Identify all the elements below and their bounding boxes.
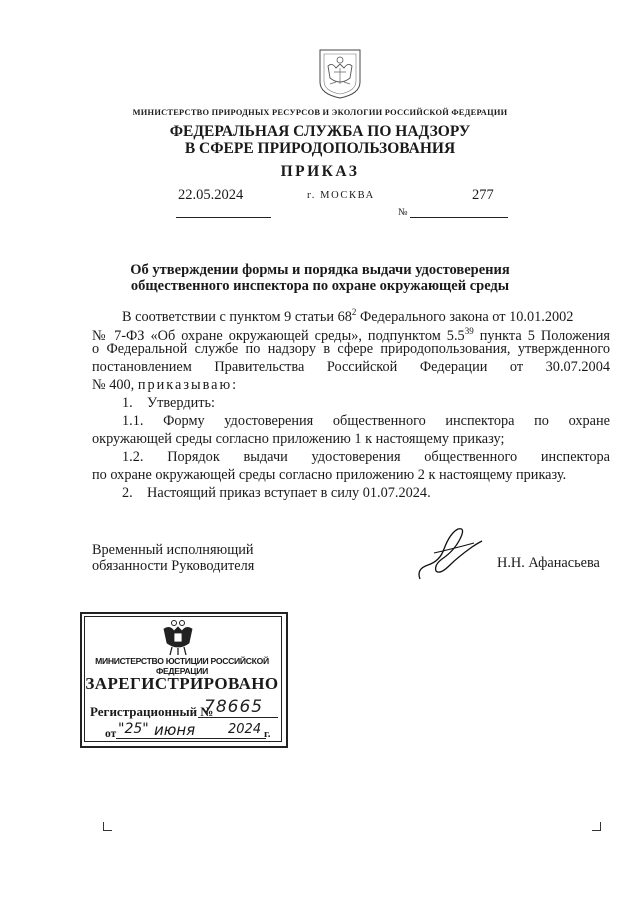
agency-name-line2: В СФЕРЕ ПРИРОДОПОЛЬЗОВАНИЯ [184,140,456,157]
body-line-2-text-a: № 7-ФЗ «Об охране окружающей среды», подпунктом 5.5 [92,327,465,344]
item-1-1: 1.1. Форму удостоверения общественного инспектора по охране [122,413,610,429]
stamp-day: "25" [118,721,149,737]
item-2: 2. Настоящий приказ вступает в силу 01.07.2024. [122,485,431,501]
body-line-4: постановлением Правительства Российской Федерации от 30.07.2004 [92,359,610,375]
number-sign: № [398,207,408,218]
stamp-registration-number-label: Регистрационный № [90,704,214,719]
stamp-date-underline [116,738,266,739]
body-line-3: о Федеральной службе по надзору в сфере природопользования, утвержденного [92,341,610,357]
stamp-year-suffix: г. [264,728,271,740]
body-line-5 [92,376,238,394]
signer-position-line1: Временный исполняющий [92,542,254,558]
document-type: ПРИКАЗ [280,163,360,180]
signer-name: Н.Н. Афанасьева [497,555,600,571]
item-1-2: 1.2. Порядок выдачи удостоверения общественного инспектора [122,449,610,465]
stamp-year: 2024 [228,722,262,737]
handwritten-signature [414,525,486,585]
city: г. МОСКВА [307,190,375,201]
corner-mark-bottom-left [103,822,112,831]
body-line-1-text-a: В соответствии с пунктом 9 статьи 68 [122,308,352,325]
signer-position-line2: обязанности Руководителя [92,558,255,574]
stamp-month: июня [154,721,196,739]
item-1: 1. Утвердить: [122,395,216,411]
body-line-5-text-a: № 400, [92,377,138,393]
subject-line2: общественного инспектора по охране окружающей среды [130,278,510,294]
body-line-1-sup: 2 [351,307,357,317]
stamp-registered-label: ЗАРЕГИСТРИРОВАНО [85,674,279,693]
agency-name-line1: ФЕДЕРАЛЬНАЯ СЛУЖБА ПО НАДЗОРУ [169,123,471,140]
coat-of-arms-icon [316,48,364,100]
stamp-ministry-name: МИНИСТЕРСТВО ЮСТИЦИИ РОССИЙСКОЙ ФЕДЕРАЦИИ [95,656,269,676]
order-date: 22.05.2024 [178,187,244,203]
stamp-eagle-icon [162,617,194,657]
order-word: приказываю: [137,377,239,393]
item-1-2-cont: по охране окружающей среды согласно приложению 2 к настоящему приказу. [92,467,567,483]
ministry-name: МИНИСТЕРСТВО ПРИРОДНЫХ РЕСУРСОВ И ЭКОЛОГИИ РОССИЙСКОЙ ФЕДЕРАЦИИ [132,108,508,117]
date-underline [176,217,271,218]
corner-mark-bottom-right [592,822,601,831]
stamp-from-label: от [105,728,117,740]
number-underline [410,217,508,218]
subject-line1: Об утверждении формы и порядка выдачи удостоверения [130,262,510,278]
stamp-registration-number: 78665 [204,697,264,717]
body-line-2-sup: 39 [464,326,474,336]
item-1-1-cont: окружающей среды согласно приложению 1 к настоящему приказу; [92,431,505,447]
registration-number-underline [198,717,278,718]
body-line-1-text-b: Федерального закона от 10.01.2002 [356,308,574,325]
order-number: 277 [472,187,494,203]
body-line-2-text-b: пункта 5 Положения [473,327,610,344]
